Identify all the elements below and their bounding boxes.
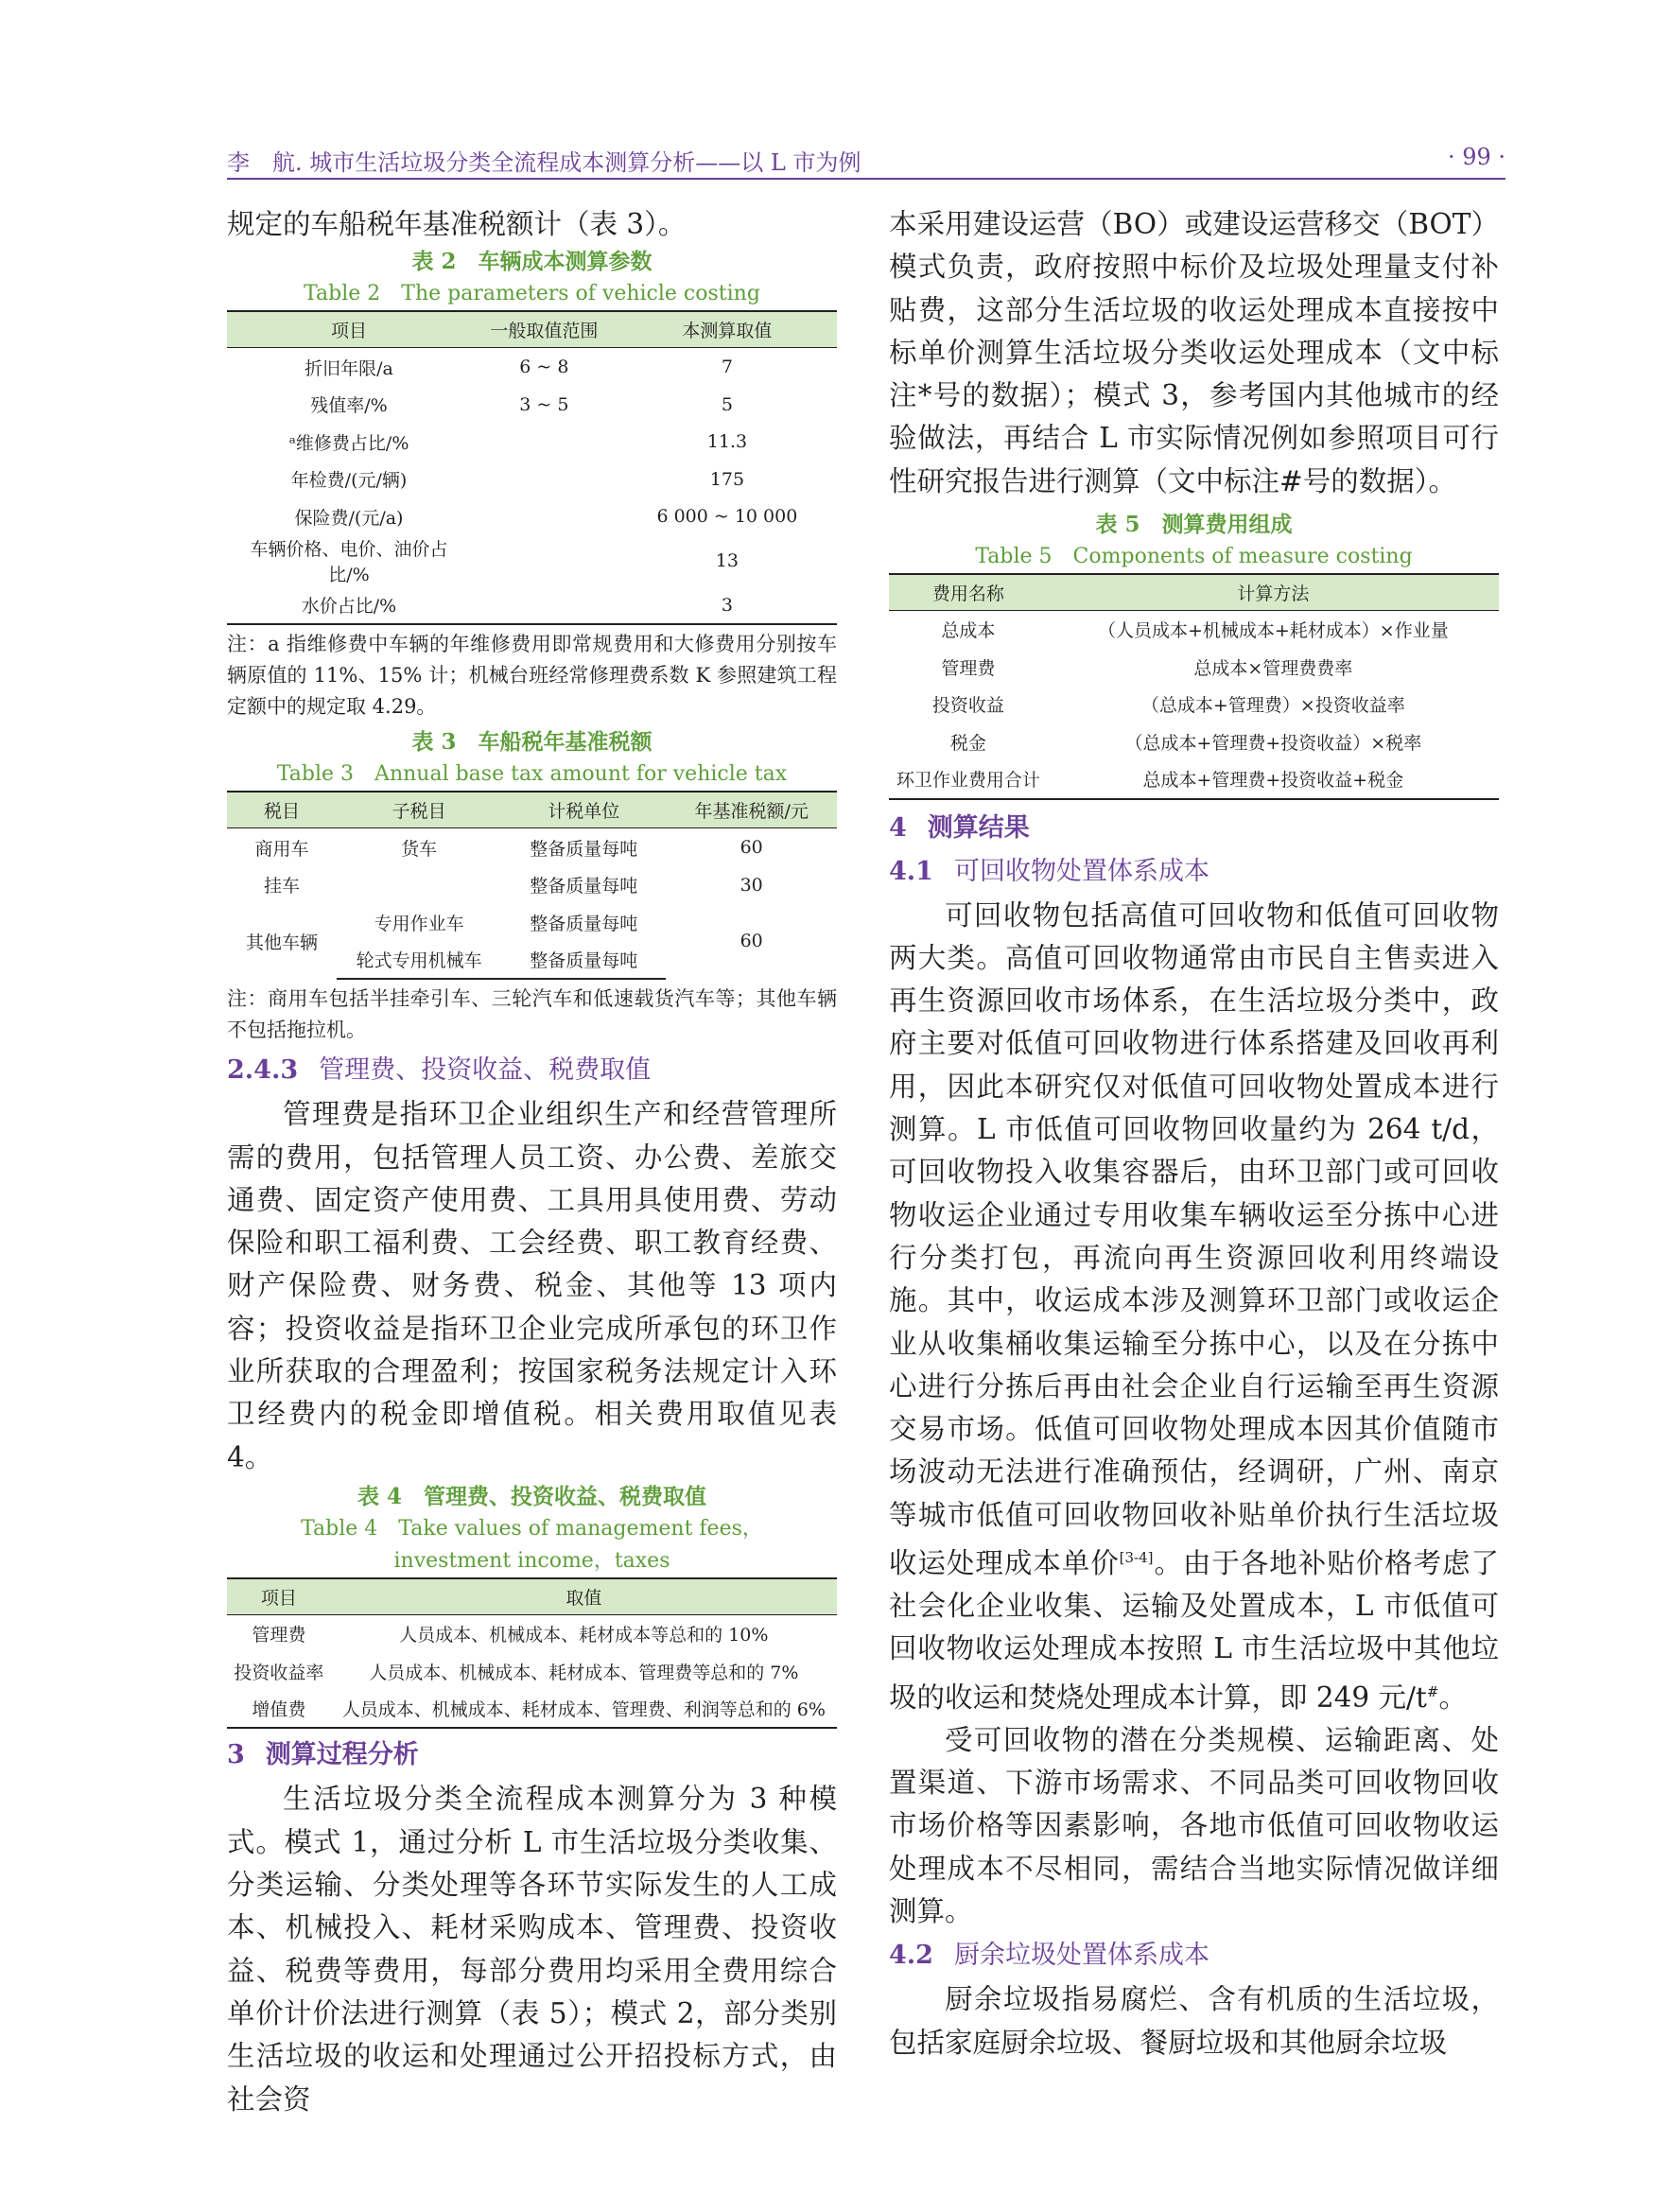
table-cell: 水价占比/% xyxy=(227,586,471,625)
table xyxy=(889,573,1499,800)
footnote-mark: # xyxy=(1426,1682,1439,1700)
table-caption-en: Table 3 Annual base tax amount for vehicle tax xyxy=(276,762,788,787)
table-row xyxy=(227,461,837,498)
table-cell: 60 xyxy=(740,837,763,859)
table-row xyxy=(889,723,1499,761)
table-caption-en: Table 2 The parameters of vehicle costing xyxy=(304,282,760,306)
section-number: 4.1 xyxy=(889,856,933,886)
table-note: 注：商用车包括半挂牵引车、三轮汽车和低速载货汽车等；其他车辆不包括拖拉机。 xyxy=(227,987,837,1042)
paragraph: 受可回收物的潜在分类规模、运输距离、处置渠道、下游市场需求、不同品类可回收物回收市场价格等因素影响，各地市低值可回收物收运处理成本不尽相同，需结合当地实际情况做详细测算。 xyxy=(889,1723,1499,1928)
table-cell: 6 000 ~ 10 000 xyxy=(656,506,798,528)
table-row xyxy=(889,760,1499,799)
table-header-cell: 项目 xyxy=(227,311,471,348)
table-cell: 管理费 xyxy=(941,657,996,679)
table-caption-cn: 表 5 测算费用组成 xyxy=(1095,512,1293,538)
table-cell: 货车 xyxy=(401,838,438,860)
table-cell: 环卫作业费用合计 xyxy=(889,760,1048,799)
table-header-cell: 子税目 xyxy=(337,792,501,828)
table-cell: 轮式专用机械车 xyxy=(337,941,501,980)
table-cell: 整备质量每吨 xyxy=(530,876,638,897)
table-row xyxy=(227,903,837,941)
section-title: 测算过程分析 xyxy=(265,1740,419,1770)
paragraph: 本采用建设运营（BO）或建设运营移交（BOT）模式负责，政府按照中标价及垃圾处理量支付补贴费，这部分生活垃圾的收运处理成本直接按中标单价测算生活垃圾分类收运处理成本（文中标注*号的数据）；模式 3，参考国内其他城市的经验做法，再结合 L 市实际情况例如参照项目可行性研究报告进行测算（文中标注#号的数据）。 xyxy=(889,208,1499,497)
table-cell: 整备质量每吨 xyxy=(530,838,638,860)
page-number: · 99 · xyxy=(1447,144,1505,170)
section-number: 4.2 xyxy=(889,1941,933,1971)
paragraph: 生活垃圾分类全流程成本测算分为 3 种模式。模式 1，通过分析 L 市生活垃圾分类收集、分类运输、分类处理等各环节实际发生的人工成本、机械投入、耗材采购成本、管理费、投资收益、税费等费用，每部分费用均采用全费用综合单价计价法进行测算（表 5）；模式 2，部分类别生活垃圾的收运和处理通过公开招投标方式，由社会资 xyxy=(227,1783,837,2116)
paragraph: 厨余垃圾指易腐烂、含有机质的生活垃圾，包括家庭厨余垃圾、餐厨垃圾和其他厨余垃圾 xyxy=(889,1983,1499,2059)
table-header-cell: 计算方法 xyxy=(1048,574,1499,611)
table-cell: 其他车辆 xyxy=(246,932,319,953)
section-title: 厨余垃圾处置体系成本 xyxy=(953,1941,1209,1971)
table-cell xyxy=(471,423,618,461)
table-cell: 3 xyxy=(618,586,837,625)
table-cell: 税金 xyxy=(949,732,986,754)
table-header-cell: 本测算取值 xyxy=(618,311,837,348)
table-cell: （总成本+管理费+投资收益）×税率 xyxy=(1124,732,1422,754)
table-header-cell: 年基准税额/元 xyxy=(666,792,837,828)
table-cell: 7 xyxy=(721,357,733,378)
table-cell: 人员成本、机械成本、耗材成本、管理费等总和的 7% xyxy=(369,1662,799,1683)
table-5 xyxy=(889,509,1499,800)
table-2 xyxy=(227,246,837,723)
section-heading xyxy=(227,1734,837,1776)
table-header-cell: 取值 xyxy=(331,1578,837,1615)
table-header-cell: 税目 xyxy=(227,792,337,828)
table-3 xyxy=(227,726,837,1046)
table-cell: 6 ~ 8 xyxy=(519,357,569,378)
table-cell: 商用车 xyxy=(254,838,309,860)
section-heading xyxy=(889,851,1499,893)
table-caption-en: Table 4 Take values of management fees，investment income，taxes xyxy=(301,1516,763,1573)
table-row xyxy=(227,866,837,904)
table-caption-cn: 表 3 车船税年基准税额 xyxy=(411,729,652,756)
section-heading xyxy=(889,1935,1499,1977)
table-cell xyxy=(471,535,618,586)
table-row xyxy=(227,1614,837,1652)
table-caption-cn: 表 2 车辆成本测算参数 xyxy=(411,249,652,275)
section-heading xyxy=(227,1050,837,1091)
table-cell xyxy=(471,461,618,498)
table-cell: 投资收益 xyxy=(931,695,1004,717)
table-cell xyxy=(471,586,618,625)
table-cell: 总成本+管理费+投资收益+税金 xyxy=(1048,760,1499,799)
table-row xyxy=(227,348,837,386)
table-row xyxy=(889,686,1499,723)
table-cell: 整备质量每吨 xyxy=(530,913,638,934)
table-row xyxy=(227,1690,837,1729)
table-header-cell: 费用名称 xyxy=(889,574,1048,611)
table-cell: 总成本×管理费费率 xyxy=(1193,657,1353,679)
right-column xyxy=(889,203,1499,2064)
table-note: 注：a 指维修费中车辆的年维修费用即常规费用和大修费用分别按车辆原值的 11%、15% 计；机械台班经常修理费系数 K 参照建筑工程定额中的规定取 4.29。 xyxy=(227,633,837,719)
table-cell: 人员成本、机械成本、耗材成本、管理费、利润等总和的 6% xyxy=(331,1690,837,1729)
table-cell: 人员成本、机械成本、耗材成本等总和的 10% xyxy=(399,1625,769,1646)
table-caption-cn: 表 4 管理费、投资收益、税费取值 xyxy=(357,1483,706,1509)
table-cell xyxy=(337,866,501,904)
table xyxy=(227,1577,837,1730)
table-row xyxy=(227,586,837,625)
table-row xyxy=(227,497,837,535)
paragraph: 管理费是指环卫企业组织生产和经营管理所需的费用，包括管理人员工资、办公费、差旅交通费、固定资产使用费、工具用具使用费、劳动保险和职工福利费、工会经费、职工教育经费、财产保险费、财务费、税金、其他等 13 项内容；投资收益是指环卫企业完成所承包的环卫作业所获取的合理盈利；按国家税务法规定计入环卫经费内的税金即增值税。相关费用取值见表 4。 xyxy=(227,1098,837,1473)
table-cell: 整备质量每吨 xyxy=(501,941,666,980)
table-row xyxy=(227,535,837,586)
table-cell: 30 xyxy=(740,874,763,896)
table-cell: 残值率/% xyxy=(310,395,388,417)
table xyxy=(227,791,837,980)
paragraph: 规定的车船税年基准税额计（表 3）。 xyxy=(227,208,687,240)
table-cell: （人员成本+机械成本+耗材成本）×作业量 xyxy=(1097,620,1449,642)
table-cell: ᵃ维修费占比/% xyxy=(288,432,409,454)
table-cell: 5 xyxy=(721,393,733,415)
section-title: 管理费、投资收益、税费取值 xyxy=(319,1055,652,1086)
table-cell: 60 xyxy=(740,931,763,952)
table-cell: 折旧年限/a xyxy=(304,357,393,379)
table-cell: 保险费/(元/a) xyxy=(294,507,404,529)
table-cell: 车辆价格、电价、油价占比/% xyxy=(250,538,448,585)
section-heading xyxy=(889,808,1499,849)
table-row xyxy=(227,1652,837,1690)
paragraph-text: 。由于各地补贴价格考虑了社会化企业收集、运输及处置成本，L 市低值可回收物收运处理成本按照 L 市生活垃圾中其他垃圾的收运和焚烧处理成本计算，即 249 元/t xyxy=(889,1546,1499,1714)
section-number: 4 xyxy=(889,812,907,843)
table-cell: 175 xyxy=(709,468,745,490)
citation: [3-4] xyxy=(1119,1549,1154,1567)
table-cell xyxy=(471,497,618,535)
table-header-cell: 计税单位 xyxy=(501,792,666,828)
table-header-cell: 一般取值范围 xyxy=(471,311,618,348)
section-title: 测算结果 xyxy=(927,812,1030,843)
left-column xyxy=(227,203,837,2121)
table-cell: 11.3 xyxy=(706,431,748,453)
table xyxy=(227,310,837,625)
running-header xyxy=(227,142,1505,180)
table-cell: 挂车 xyxy=(264,876,301,897)
table-caption-en: Table 5 Components of measure costing xyxy=(975,545,1413,569)
table-4 xyxy=(227,1481,837,1730)
paragraph-text: 可回收物包括高值可回收物和低值可回收物两大类。高值可回收物通常由市民自主售卖进入再生资源回收市场体系，在生活垃圾分类中，政府主要对低值可回收物进行体系搭建及回收再利用，因此本研究仅对低值可回收物处置成本进行测算。L 市低值可回收物回收量约为 264 t/d，可回收物投入收集容器后，由环卫部门或可回收物收运企业通过专用收集车辆收运至分拣中心进行分类打包，再流向再生资源回收利用终端设施。其中，收运成本涉及测算环卫部门或收运企业从收集桶收集运输至分拣中心，以及在分拣中心进行分拣后再由社会企业自行运输至再生资源交易市场。低值可回收物处理成本因其价值随市场波动无法进行准确预估，经调研，广州、南京等城市低值可回收物回收补贴单价执行生活垃圾收运处理成本单价 xyxy=(889,898,1499,1579)
table-cell: 总成本 xyxy=(941,620,996,642)
table-cell: （总成本+管理费）×投资收益率 xyxy=(1140,695,1405,717)
section-number: 2.4.3 xyxy=(227,1055,299,1086)
table-cell: 专用作业车 xyxy=(374,913,464,934)
table-cell: 3 ~ 5 xyxy=(519,393,569,415)
table-row xyxy=(227,828,837,866)
table-cell: 13 xyxy=(715,549,739,571)
table-row xyxy=(227,386,837,424)
paragraph-text: 。 xyxy=(1438,1681,1467,1714)
table-cell: 管理费 xyxy=(252,1625,306,1646)
header-title: 李 航. 城市生活垃圾分类全流程成本测算分析——以 L 市为例 xyxy=(227,149,861,176)
paragraph xyxy=(889,895,1499,1719)
section-title: 可回收物处置体系成本 xyxy=(953,856,1209,886)
section-number: 3 xyxy=(227,1740,245,1770)
table-row xyxy=(889,611,1499,649)
table-cell: 增值费 xyxy=(227,1690,331,1729)
table-cell: 投资收益率 xyxy=(234,1662,324,1683)
table-row xyxy=(227,423,837,461)
table-row xyxy=(889,649,1499,687)
table-header-cell: 项目 xyxy=(227,1578,331,1615)
table-cell: 年检费/(元/辆) xyxy=(290,470,408,492)
